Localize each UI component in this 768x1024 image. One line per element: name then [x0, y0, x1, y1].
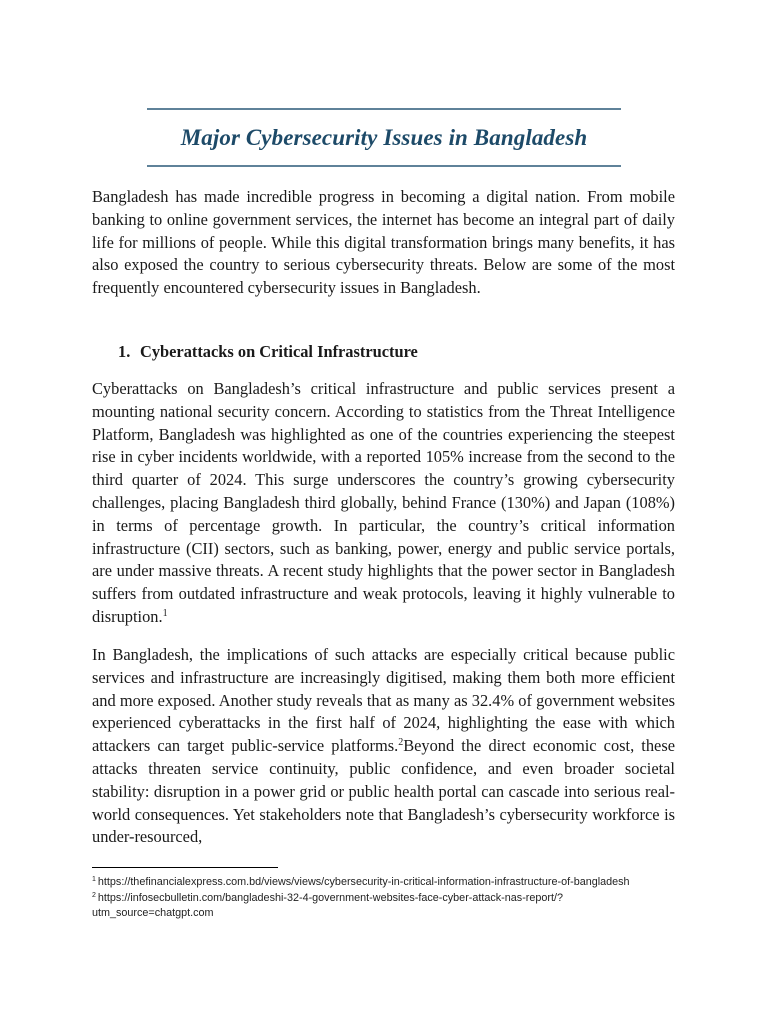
footnotes [92, 875, 682, 922]
footnote-number: 2 [92, 891, 96, 899]
paragraph-text-continued: Beyond the direct economic cost, these attacks threaten service continuity, public confidence, and even broader societal stability: disruption in a power grid or public health portal can cascade into serious real-world consequences. Yet stakeholders note that Bangladesh’s cybersecurity workforce is under-resourced, [92, 736, 675, 847]
page-title: Major Cybersecurity Issues in Bangladesh [180, 125, 588, 150]
footnote-1 [92, 875, 682, 891]
footnote-separator [92, 867, 278, 868]
title-block [147, 108, 621, 167]
footnote-ref-2[interactable]: 2 [398, 737, 404, 749]
footnote-link[interactable]: https://thefinancialexpress.com.bd/views/views/cybersecurity-in-critical-information-infrastructure-of-bangladesh [97, 876, 630, 888]
section-title: Cyberattacks on Critical Infrastructure [140, 342, 418, 361]
paragraph-text: Cyberattacks on Bangladesh’s critical infrastructure and public services present a mounting national security concern. According to statistics from the Threat Intelligence Platform, Bangladesh was highlighted as one of the countries experiencing the steepest rise in cyber incidents worldwide, with a reported 105% increase from the second to the third quarter of 2024. This surge underscores the country’s growing cybersecurity challenges, placing Bangladesh third globally, behind France (130%) and Japan (108%) in terms of percentage growth. In particular, the country’s critical information infrastructure (CII) sectors, such as banking, power, energy and public service portals, are under massive threats. A recent study highlights that the power sector in Bangladesh suffers from outdated infrastructure and weak protocols, leaving it highly vulnerable to disruption. [92, 379, 675, 626]
title-bottom-rule [147, 165, 621, 167]
section-number: 1. [118, 342, 131, 361]
section-paragraph-2 [92, 644, 675, 849]
intro-paragraph: Bangladesh has made incredible progress in becoming a digital nation. From mobile banking to online government services, the internet has become an integral part of daily life for millions of people. While this digital transformation brings many benefits, it has also exposed the country to serious cybersecurity threats. Below are some of the most frequently encountered cybersecurity issues in Bangladesh. [92, 187, 675, 298]
footnote-link[interactable]: https://infosecbulletin.com/bangladeshi-32-4-government-websites-face-cyber-attack-nas-report/?utm_source=chatgpt.com [92, 891, 563, 919]
section-heading [118, 341, 418, 363]
section-paragraph-1 [92, 378, 675, 629]
footnote-2 [92, 891, 682, 922]
footnote-ref-1[interactable]: 1 [162, 607, 168, 619]
footnote-number: 1 [92, 876, 96, 883]
paragraph-text: In Bangladesh, the implications of such attacks are especially critical because public services and infrastructure are increasingly digitised, making them both more efficient and more exposed. Another study reveals that as many as 32.4% of government websites experienced cyberattacks in the first half of 2024, highlighting the ease with which attackers can target public-service platforms. [92, 645, 675, 756]
